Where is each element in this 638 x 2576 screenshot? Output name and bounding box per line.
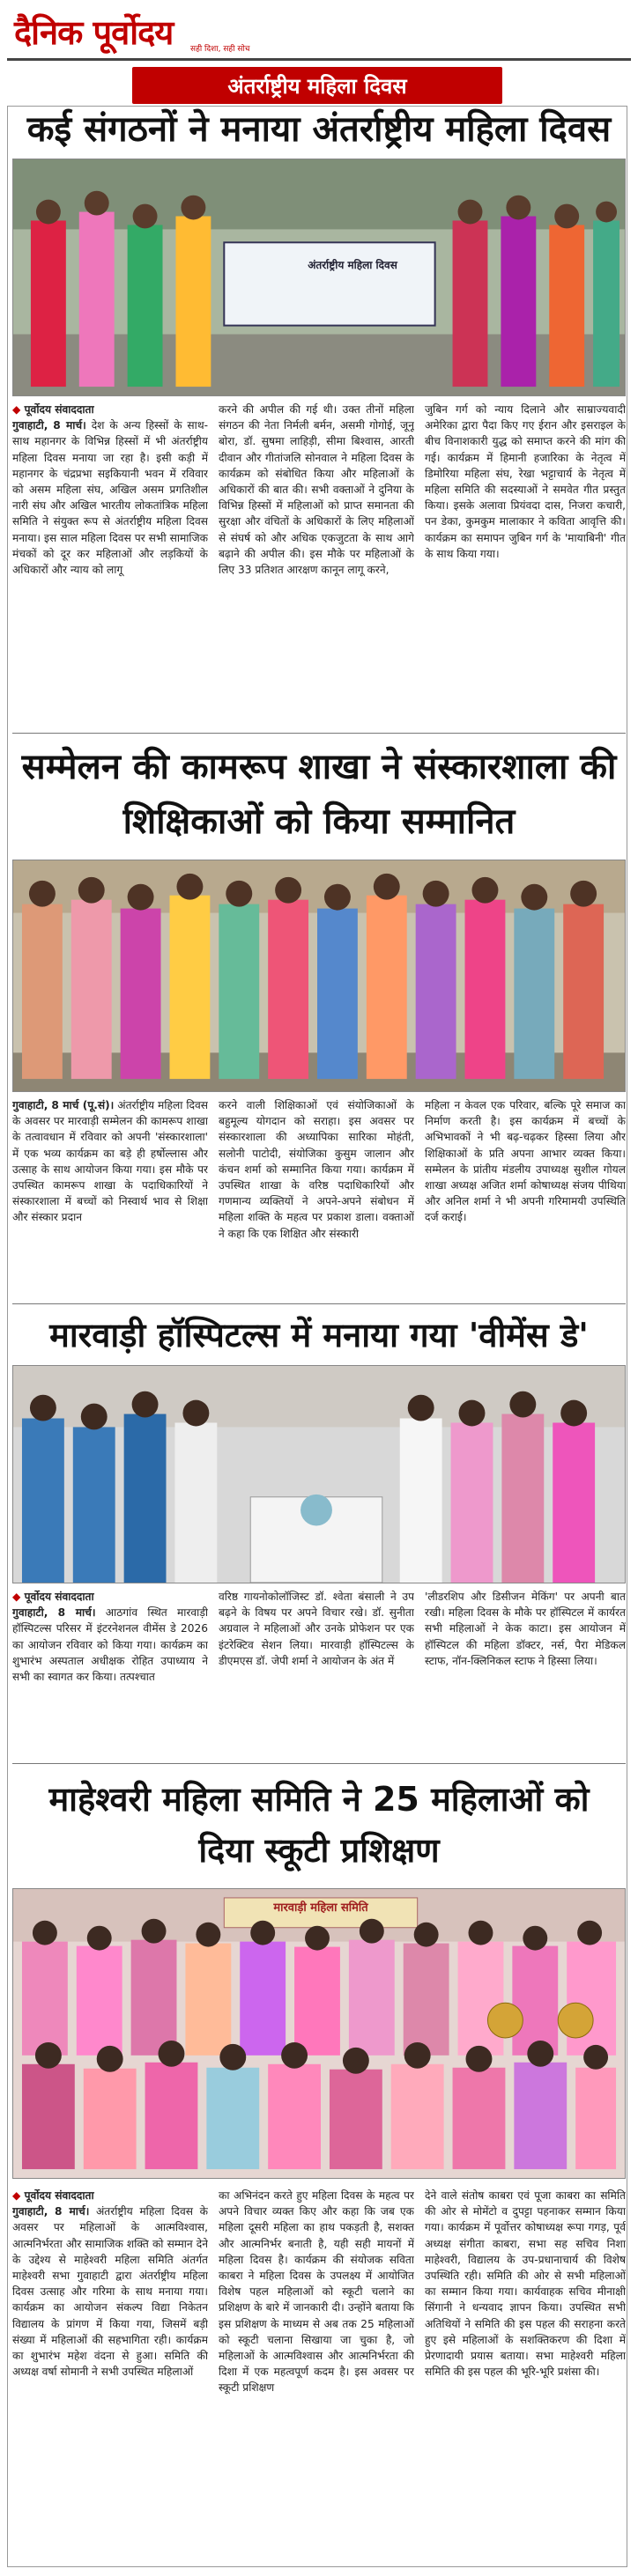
article-4-col-1 [12,2188,208,2558]
article-4-text-3: देने वाले संतोष काबरा एवं पूजा काबरा का समिति की ओर से मोमेंटो व दुपट्टा पहनाकर सम्मान किया गया। कार्यक्रम में पूर्वोत्तर कोषाध्यक्ष रूपा गगड़, पूर्व अध्यक्ष संगीता काबरा, सभा सह सचिव निशा माहेश्वरी, विद्यालय के उप-प्रधानाचार्य की विशेष उपस्थिति रही। समिति की ओर से सभी महिलाओं का सम्मान किया गया। कार्यवाहक सचिव मीनाक्षी सिंगानी ने धन्यवाद ज्ञापन किया। उपस्थित सभी अतिथियों ने समिति की इस पहल की सराहना करते हुए इसे महिलाओं के सशक्तिकरण की दिशा में प्रेरणादायी प्रयास बताया। सभा माहेश्वरी महिला समिति की इस पहल की भूरि-भूरि प्रशंसा की। [425,2189,626,2379]
group-photo-illustration [13,1366,625,1583]
article-3-dateline-place: गुवाहाटी, [12,1606,48,1620]
article-4-byline: ◆ पूर्वोदय संवाददाता [12,2189,94,2202]
article-4-text-1: अंतर्राष्ट्रीय महिला दिवस के अवसर पर महिलाओं के आत्मविश्वास, आत्मनिर्भरता और सामाजिक शक्ति को सम्मान देने के उद्देश्य से माहेश्वरी महिला समिति अंतर्गत माहेश्वरी सभा गुवाहाटी द्वारा अंतर्राष्ट्रीय महिला दिवस उत्साह और गरिमा के साथ मनाया गया। कार्यक्रम का आयोजन संकल्प विद्या निकेतन विद्यालय के प्रांगण में किया गया, जिसमें बड़ी संख्या में महिलाओं की सहभागिता रही। कार्यक्रम का शुभारंभ महेश वंदना से हुआ। समिति की अध्यक्ष वर्षा सोमानी ने सभी उपस्थित महिलाओं [12,2205,208,2379]
article-1-col-1 [12,402,208,719]
article-4-dateline-date: 8 मार्च। [55,2205,90,2218]
article-2-photo [12,860,626,1092]
article-3-photo [12,1365,626,1583]
article-2-col-1 [12,1097,208,1295]
article-1-text-2: करने की अपील की गई थी। उक्त तीनों महिला संगठन की नेता निर्मली बर्मन, असमी गोगोई, जूनू बोरा, डॉ. सुषमा लाहिड़ी, सीमा बिश्वास, आरती दीवान और गीतांजलि सोनवाल ने महिला दिवस के कार्यक्रम को संबोधित किया और महिलाओं के अधिकारों की बात की। सभी वक्ताओं ने दुनिया के विभिन्न हिस्सों में महिलाओं को प्राप्त समानता की सुरक्षा और वंचितों के अधिकारों के लिए महिलाओं से संघर्ष को और अधिक एकजुटता के साथ आगे बढ़ाने की अपील की। इस मौके पर महिलाओं के लिए 33 प्रतिशत आरक्षण कानून लागू करने, [219,403,414,577]
article-2-col-2 [219,1097,414,1295]
separator [12,1303,626,1304]
group-photo-illustration [13,860,625,1091]
article-2-text-2: करने वाली शिक्षिकाओं एवं संयोजिकाओं के बहुमूल्य योगदान को सराहा। इस अवसर पर संस्कारशाला की अध्यापिका सारिका मोहंती, सलोनी पाटोदी, संयोजिका कुसुम जालान और कंचन शर्मा को सम्मानित किया गया। कार्यक्रम में उपस्थित शाखा के वरिष्ठ पदाधिकारियों और गणमान्य व्यक्तियों ने अपने-अपने संबोधन में महिला शक्ति के महत्व पर प्रकाश डाला। वक्ताओं ने कहा कि एक शिक्षित और संस्कारी [219,1099,414,1240]
logo-tagline: सही दिशा, सही सोच [190,45,250,54]
article-2-headline: सम्मेलन की कामरूप शाखा ने संस्कारशाला की शिक्षिकाओं को किया सम्मानित [21,747,617,842]
article-2-text-1: अंतर्राष्ट्रीय महिला दिवस के अवसर पर मारवाड़ी सम्मेलन की कामरूप शाखा के तत्वावधान में रविवार को अपनी 'संस्कारशाला' में एक भव्य कार्यक्रम का बड़े ही हर्षोल्लास और उत्साह के साथ आयोजन किया गया। इस मौके पर उपस्थित कामरूप शाखा के पदाधिकारियों ने संस्कारशाला में बच्चों को निस्वार्थ भाव से शिक्षा और संस्कार प्रदान [12,1099,208,1224]
article-1-col-3 [425,402,626,719]
article-4-photo-banner-text: मारवाड़ी महिला समिति [273,1901,368,1915]
article-4-col-3 [425,2188,626,2558]
article-3-col-3 [425,1589,626,1756]
newspaper-logo: दैनिक पूर्वोदय [14,12,174,52]
article-4-col-2 [219,2188,414,2558]
masthead [7,4,631,56]
article-1-text-3: जुबिन गर्ग को न्याय दिलाने और साम्राज्यवादी अमेरिका द्वारा पैदा किए गए ईरान और इसराइल के बीच विनाशकारी युद्ध को समाप्त करने की मांग की गई। कार्यक्रम में हिमानी हजारिका के नेतृत्व में डिमोरिया महिला संघ, रेखा भट्टाचार्य के नेतृत्व में महिला समिति की सदस्याओं ने समवेत गीत प्रस्तुत किया। इसके अलावा प्रियंवदा दास, निजरा कचारी, पन डेका, कुमकुम मालाकार ने कविता आवृत्ति की। कार्यक्रम का समापन जुबिन गर्ग के 'मायाबिनी' गीत के साथ किया गया। [425,403,626,560]
article-1-headline: कई संगठनों ने मनाया अंतर्राष्ट्रीय महिला दिवस [26,109,612,150]
separator [12,1763,626,1764]
article-1-col-2 [219,402,414,719]
article-3-text-1: आठगांव स्थित मारवाड़ी हॉस्पिटल्स परिसर में इंटरनेशनल वीमेंस डे 2026 का आयोजन रविवार को किया गया। कार्यक्रम का शुभारंभ अस्पताल अधीक्षक रोहित उपाध्याय ने सभी का स्वागत कर किया। तत्पश्चात [12,1606,208,1684]
separator [12,733,626,734]
article-1-dateline-date: 8 मार्च। [53,419,86,432]
article-3-text-3: 'लीडरशिप और डिसीजन मेकिंग' पर अपनी बात रखी। महिला दिवस के मौके पर हॉस्पिटल में कार्यरत सभी महिलाओं ने केक काटा। इस आयोजन में हॉस्पिटल की महिला डॉक्टर, नर्स, पैरा मेडिकल स्टाफ, नॉन-क्लिनिकल स्टाफ ने हिस्सा लिया। [425,1591,626,1667]
article-3-text-2: वरिष्ठ गायनोकोलॉजिस्ट डॉ. श्वेता बंसाली ने उप बढ़ने के विषय पर अपने विचार रखे। डॉ. सुनीता अग्रवाल ने महिलाओं और उनके प्रोफेशन पर एक इंटरेक्टिव सेशन लिया। मारवाड़ी हॉस्पिटल्स के डीएमएस डॉ. जेपी शर्मा ने आयोजन के अंत में [219,1591,414,1667]
group-photo-illustration [13,159,625,395]
article-2-text-3: महिला न केवल एक परिवार, बल्कि पूरे समाज का निर्माण करती है। इस कार्यक्रम में बच्चों के अभिभावकों ने भी बढ़-चढ़कर हिस्सा लिया और शिक्षिकाओं के प्रति अपना आभार व्यक्त किया। सम्मेलन के प्रांतीय मंडलीय उपाध्यक्ष सुशील गोयल शाखा अध्यक्ष अजित शर्मा कोषाध्यक्ष संजय पीथिया और अनिल शर्मा ने भी अपनी गरिमामयी उपस्थिति दर्ज कराई। [425,1099,626,1224]
article-1-byline: ◆ पूर्वोदय संवाददाता [12,403,94,416]
article-1-dateline-place: गुवाहाटी, [12,419,48,432]
article-4-dateline-place: गुवाहाटी, [12,2205,48,2218]
article-3-dateline-date: 8 मार्च। [57,1606,96,1620]
article-3-col-1 [12,1589,208,1756]
article-1-photo-banner-text: अंतर्राष्ट्रीय महिला दिवस [308,259,397,271]
article-2-dateline-date: 8 मार्च (पू.सं)। [51,1099,115,1111]
article-3-col-2 [219,1589,414,1756]
article-1-text-1: देश के अन्य हिस्सों के साथ-साथ महानगर के विभिन्न हिस्सों में भी अंतर्राष्ट्रीय महिला दिवस मनाया जा रहा है। इसी कड़ी में महानगर के चंद्रप्रभा सइकियानी भवन में रविवार को असम महिला संघ, अखिल असम प्रगतिशील नारी संघ और अखिल भारतीय लोकतांत्रिक महिला समिति ने संयुक्त रूप से अंतर्राष्ट्रीय महिला दिवस मनाया। इस साल महिला दिवस पर सभी सामाजिक मंचकों को दूर कर महिलाओं और लड़कियों के अधिकारों और न्याय को लागू [12,419,208,577]
masthead-rule [7,58,631,61]
article-1-photo [12,159,626,396]
article-3-byline: ◆ पूर्वोदय संवाददाता [12,1591,94,1603]
article-4-headline: माहेश्वरी महिला समिति ने 25 महिलाओं को दिया स्कूटी प्रशिक्षण [48,1780,590,1870]
section-banner: अंतर्राष्ट्रीय महिला दिवस [132,67,502,104]
article-3-headline: मारवाड़ी हॉस्पिटल्स में मनाया गया 'वीमेंस डे' [49,1316,589,1354]
group-photo-illustration [13,1889,625,2178]
article-2-col-3 [425,1097,626,1295]
article-4-photo [12,1888,626,2179]
article-4-text-2: का अभिनंदन करते हुए महिला दिवस के महत्व पर अपने विचार व्यक्त किए और कहा कि जब एक महिला दूसरी महिला का हाथ पकड़ती है, सशक्त और आत्मनिर्भर बनाती है, यही सही मायनों में महिला दिवस है। कार्यक्रम की संयोजक सविता काबरा ने महिला दिवस के उपलक्ष्य में आयोजित विशेष पहल महिलाओं को स्कूटी चलाने का प्रशिक्षण के बारे में जानकारी दी। उन्होंने बताया कि इस प्रशिक्षण के माध्यम से अब तक 25 महिलाओं को स्कूटी चलाना सिखाया जा चुका है, जो महिलाओं के आत्मविश्वास और आत्मनिर्भरता की दिशा में एक महत्वपूर्ण कदम है। इस अवसर पर स्कूटी प्रशिक्षण [219,2189,414,2395]
article-2-dateline-place: गुवाहाटी, [12,1099,48,1111]
